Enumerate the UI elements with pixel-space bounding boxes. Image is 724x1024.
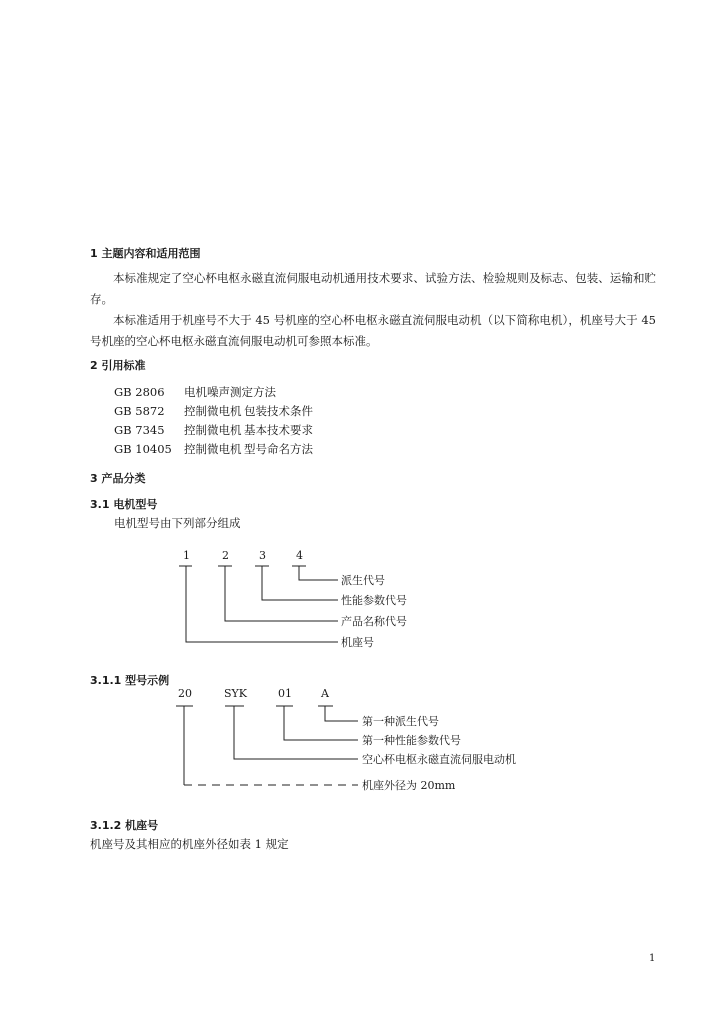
reference-subtitle: 型号命名方法 xyxy=(244,442,313,456)
section-1-paragraph-2: 本标准适用于机座号不大于 45 号机座的空心杯电枢永磁直流伺服电动机（以下简称电机），机座号大于 45 号机座的空心杯电枢永磁直流伺服电动机可参照本标准。 xyxy=(90,313,656,348)
section-1-paragraph-1: 本标准规定了空心杯电枢永磁直流伺服电动机通用技术要求、试验方法、检验规则及标志、包装、运输和贮存。 xyxy=(90,271,656,306)
reference-name: 控制微电机 xyxy=(184,423,242,437)
reference-code: GB 2806 xyxy=(114,385,165,399)
reference-name: 控制微电机 xyxy=(184,442,242,456)
diagram-1-label: 派生代号 xyxy=(341,574,385,587)
diagram-2-code: A xyxy=(321,687,329,700)
section-3-1-1-heading: 3.1.1 型号示例 xyxy=(90,674,170,687)
diagram-2-label: 第一种派生代号 xyxy=(362,715,439,728)
diagram-1-number: 1 xyxy=(183,549,190,562)
diagram-1-number: 3 xyxy=(259,549,266,562)
diagram-2-code: 01 xyxy=(278,687,292,700)
diagram-2-lines xyxy=(176,706,358,785)
diagram-1-number: 4 xyxy=(296,549,303,562)
diagram-1-label: 性能参数代号 xyxy=(341,594,407,607)
section-3-1-heading: 3.1 电机型号 xyxy=(90,498,158,511)
diagram-1-number: 2 xyxy=(222,549,229,562)
section-3-heading: 3 产品分类 xyxy=(90,472,146,485)
diagram-2-label: 第一种性能参数代号 xyxy=(362,734,461,747)
diagram-2-code: SYK xyxy=(224,687,248,700)
diagram-2-label: 空心杯电枢永磁直流伺服电动机 xyxy=(362,753,516,766)
diagram-1-label: 产品名称代号 xyxy=(341,615,407,628)
page-number: 1 xyxy=(649,953,656,964)
reference-code: GB 10405 xyxy=(114,442,172,456)
section-2-heading: 2 引用标准 xyxy=(90,359,146,372)
reference-code: GB 5872 xyxy=(114,404,165,418)
reference-name: 电机噪声测定方法 xyxy=(184,385,276,399)
reference-subtitle: 包装技术条件 xyxy=(244,404,313,418)
reference-subtitle: 基本技术要求 xyxy=(244,423,313,437)
section-3-1-text: 电机型号由下列部分组成 xyxy=(114,516,241,530)
section-3-1-2-text: 机座号及其相应的机座外径如表 1 规定 xyxy=(90,837,289,851)
diagram-1-label: 机座号 xyxy=(341,636,374,649)
section-1-heading: 1 主题内容和适用范围 xyxy=(90,247,201,260)
reference-name: 控制微电机 xyxy=(184,404,242,418)
diagram-2-code: 20 xyxy=(178,687,192,700)
diagram-1-lines xyxy=(179,566,338,642)
diagram-2-label: 机座外径为 20mm xyxy=(362,779,456,792)
reference-code: GB 7345 xyxy=(114,423,165,437)
section-3-1-2-heading: 3.1.2 机座号 xyxy=(90,819,159,832)
